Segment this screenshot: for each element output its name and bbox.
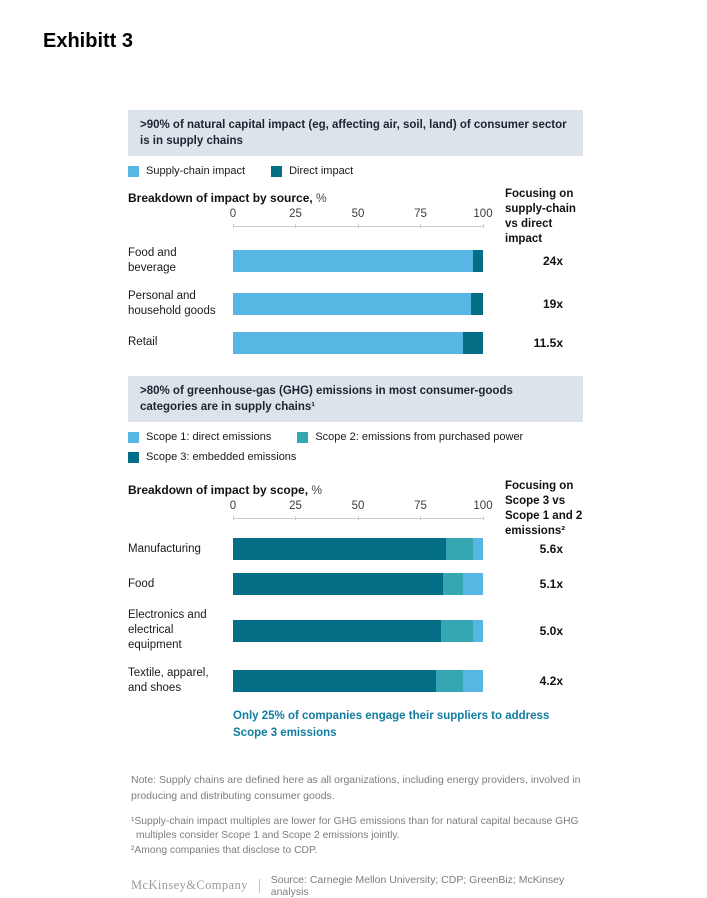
- multiple-value: 5.6x: [539, 542, 563, 557]
- legend-swatch-icon: [271, 166, 282, 177]
- legend-item: [128, 451, 296, 463]
- bar-segment: [233, 538, 446, 560]
- bar-rows: [128, 538, 583, 696]
- legend-item: [271, 165, 353, 177]
- axis-tick-mark: [358, 516, 359, 520]
- multiple-value: 19x: [542, 297, 563, 311]
- multiple-value: 11.5x: [533, 335, 563, 350]
- bar-row: [128, 608, 583, 653]
- bar-segment: [471, 293, 484, 315]
- right-column-header: Focusing on Scope 3 vs Scope 1 and 2 emissions²: [505, 480, 583, 537]
- footer: [128, 874, 583, 898]
- footnote-1: ¹Supply-chain impact multiples are lower for GHG emissions than for natural capital because GHG multiples consider Scope 1 and Scope 2 emissions jointly.: [131, 815, 579, 842]
- page-title: Exhibitt 3: [43, 30, 134, 52]
- axis-tick-label: 50: [351, 500, 365, 513]
- bar-segment: [233, 620, 441, 642]
- bar-segment: [233, 573, 443, 595]
- x-axis: [229, 208, 493, 230]
- note-text: Note: Supply chains are defined here as all organizations, including energy providers, involved in producing and distributing consumer goods.: [131, 774, 581, 802]
- axis-tick-mark: [233, 516, 234, 520]
- bar-category-label: Electronics and electrical equipment: [128, 609, 207, 651]
- bar-row: [128, 573, 583, 595]
- axis-tick-mark: [295, 516, 296, 520]
- bar-segment: [441, 620, 474, 642]
- mckinsey-logo: McKinsey&Company: [131, 878, 248, 893]
- chart-title-unit: %: [312, 191, 327, 206]
- bar-row: [128, 246, 583, 276]
- chart-title-unit: %: [308, 483, 323, 498]
- multiple-value: 5.1x: [539, 577, 563, 592]
- bar-track: [233, 538, 483, 560]
- legend-item: [128, 165, 245, 177]
- axis-tick-mark: [358, 224, 359, 228]
- legend-swatch-icon: [128, 452, 139, 463]
- axis-tick-mark: [295, 224, 296, 228]
- legend-item-label: Scope 1: direct emissions: [146, 431, 272, 444]
- axis-tick-label: 75: [414, 208, 427, 221]
- x-axis: [229, 500, 493, 522]
- axis-tick-mark: [233, 224, 234, 228]
- axis-tick-label: 0: [229, 500, 237, 513]
- chart-title-text: Breakdown of impact by scope,: [128, 483, 309, 498]
- bar-track: [233, 332, 483, 354]
- bar-track: [233, 573, 483, 595]
- multiple-value: 24x: [542, 254, 563, 269]
- axis-tick-label: 75: [414, 500, 427, 513]
- axis-tick-label: 25: [289, 208, 302, 221]
- footnotes: [128, 815, 583, 859]
- bar-category-label: Personal and household goods: [128, 290, 216, 317]
- chart-title-text: Breakdown of impact by source,: [128, 191, 313, 206]
- bar-category-label: Textile, apparel, and shoes: [128, 666, 209, 694]
- bar-segment: [463, 670, 483, 692]
- legend-item: [128, 431, 271, 443]
- bar-row: [128, 332, 583, 354]
- banner-natural-capital: >90% of natural capital impact (eg, affecting air, soil, land) of consumer sector is in supply chains: [128, 110, 583, 156]
- bar-row: [128, 538, 583, 560]
- multiple-value: 4.2x: [539, 673, 563, 688]
- bar-segment: [463, 573, 483, 595]
- axis-tick-label: 100: [473, 208, 493, 221]
- bar-segment: [233, 293, 471, 315]
- bar-segment: [233, 250, 473, 272]
- legend-item: [297, 431, 523, 443]
- bar-track: [233, 293, 483, 315]
- footnote-2: ²Among companies that disclose to CDP.: [131, 844, 318, 856]
- bar-row: [128, 289, 583, 319]
- axis-tick-mark: [483, 516, 484, 520]
- source-text: Source: Carnegie Mellon University; CDP; GreenBiz; McKinsey analysis: [270, 873, 565, 898]
- chart-body-source: [128, 188, 583, 354]
- bar-segment: [473, 620, 483, 642]
- footer-divider: [259, 879, 260, 893]
- bar-row: [128, 666, 583, 696]
- bar-segment: [446, 538, 474, 560]
- bar-category-label: Retail: [128, 336, 158, 349]
- legend-item-label: Scope 2: emissions from purchased power: [315, 431, 524, 444]
- bar-track: [233, 670, 483, 692]
- bar-track: [233, 620, 483, 642]
- bar-category-label: Food and beverage: [128, 247, 177, 275]
- bar-category-label: Food: [128, 577, 155, 590]
- axis-tick-mark: [420, 516, 421, 520]
- axis-tick-label: 0: [229, 208, 237, 221]
- bar-segment: [436, 670, 464, 692]
- chart-body-scope: [128, 480, 583, 696]
- bar-segment: [233, 332, 463, 354]
- bar-category-label: Manufacturing: [128, 542, 201, 555]
- axis-tick-label: 50: [351, 208, 365, 221]
- multiple-value: 5.0x: [539, 623, 563, 638]
- bar-track: [233, 250, 483, 272]
- legend-swatch-icon: [297, 432, 308, 443]
- bar-segment: [443, 573, 463, 595]
- axis-tick-mark: [420, 224, 421, 228]
- legend-swatch-icon: [128, 166, 139, 177]
- axis-line: [233, 518, 483, 519]
- exhibit-content: [128, 110, 583, 898]
- right-column-header: Focusing on supply-chain vs direct impact: [505, 188, 576, 245]
- legend-item-label: Supply-chain impact: [146, 165, 246, 178]
- axis-tick-label: 100: [473, 500, 493, 513]
- bar-segment: [473, 538, 483, 560]
- axis-tick-mark: [483, 224, 484, 228]
- chart-section-scope: [128, 431, 583, 696]
- bar-segment: [463, 332, 483, 354]
- legend-item-label: Scope 3: embedded emissions: [146, 451, 297, 464]
- legend-scope: [128, 431, 583, 463]
- legend-swatch-icon: [128, 432, 139, 443]
- banner-ghg: >80% of greenhouse-gas (GHG) emissions in most consumer-goods categories are in supply chains¹: [128, 376, 583, 422]
- legend-source: [128, 165, 583, 177]
- bar-segment: [473, 250, 483, 272]
- callout-text: Only 25% of companies engage their suppliers to address Scope 3 emissions: [233, 709, 550, 740]
- legend-item-label: Direct impact: [289, 165, 354, 178]
- bar-segment: [233, 670, 436, 692]
- axis-line: [233, 226, 483, 227]
- chart-section-source: [128, 165, 583, 354]
- axis-tick-label: 25: [289, 500, 302, 513]
- bar-rows: [128, 246, 583, 354]
